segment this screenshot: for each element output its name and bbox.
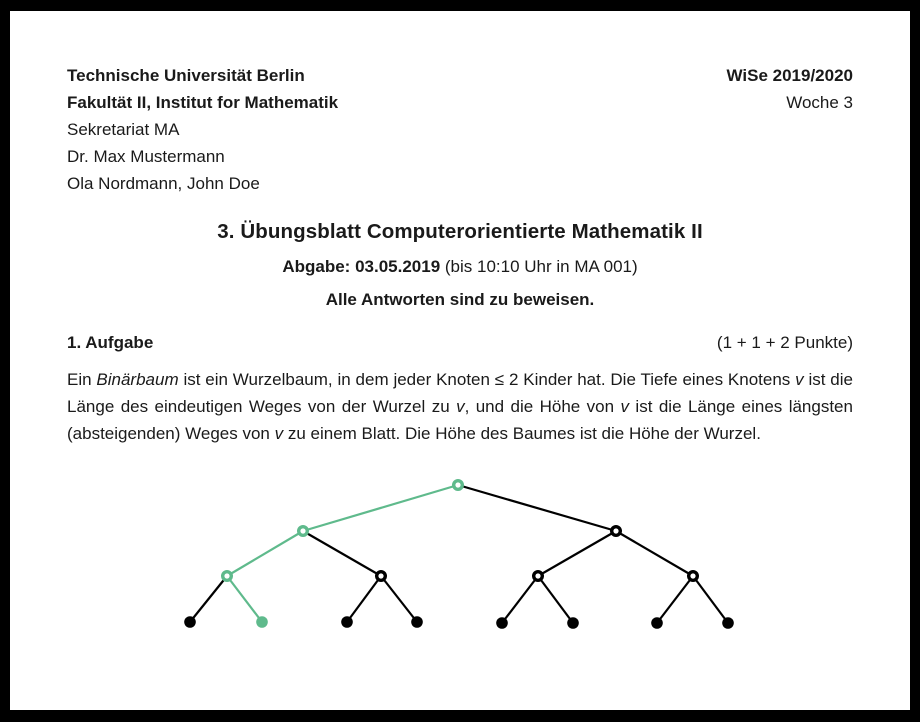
tree-node-leaf: [496, 617, 508, 629]
page-content: [10, 11, 910, 640]
tree-node-internal: [534, 572, 543, 581]
tree-node-internal: [454, 481, 463, 490]
header-line: Woche 3: [786, 93, 853, 112]
submission-date: Abgabe: 03.05.2019: [282, 257, 441, 276]
tree-edge: [538, 531, 616, 576]
header: [67, 62, 853, 197]
header-semester-block: [727, 62, 854, 116]
binary-tree-figure: [158, 475, 758, 640]
tree-node-leaf: [341, 616, 353, 628]
tree-edge: [502, 576, 538, 623]
tree-node-leaf: [722, 617, 734, 629]
exercise-heading: 1. Aufgabe: [67, 333, 154, 352]
tree-edge: [227, 531, 303, 576]
tree-edge: [381, 576, 417, 622]
tree-node-leaf: [184, 616, 196, 628]
proof-note: Alle Antworten sind zu beweisen.: [325, 290, 595, 309]
tree-node-internal: [223, 572, 232, 581]
tree-node-internal: [299, 527, 308, 536]
tree-node-leaf: [256, 616, 268, 628]
tree-edge: [458, 485, 616, 531]
exercise-paragraph: Ein Binärbaum ist ein Wurzelbaum, in dem jeder Knoten ≤ 2 Kinder hat. Die Tiefe eines Knotens v ist die Länge des eindeutigen Weges von der Wurzel zu v, und die Höhe von v ist die Länge eines längsten (absteigenden) Weges von v zu einem Blatt. Die Höhe des Baumes ist die Höhe der Wurzel.: [67, 370, 853, 443]
header-line: Sekretariat MA: [67, 120, 180, 139]
tree-node-internal: [689, 572, 698, 581]
tree-edge: [616, 531, 693, 576]
tree-edge: [347, 576, 381, 622]
tree-edge: [657, 576, 693, 623]
tree-edge: [190, 576, 227, 622]
header-line: Fakultät II, Institut for Mathematik: [67, 93, 339, 112]
tree-node-internal: [612, 527, 621, 536]
tree-edge: [693, 576, 728, 623]
tree-node-leaf: [567, 617, 579, 629]
header-line: WiSe 2019/2020: [726, 66, 853, 85]
exercise-sheet-page: [10, 11, 910, 710]
tree-node-internal: [377, 572, 386, 581]
tree-edge: [303, 531, 381, 576]
tree-node-leaf: [651, 617, 663, 629]
sheet-title: 3. Übungsblatt Computerorientierte Mathematik II: [217, 220, 703, 243]
header-line: Technische Universität Berlin: [67, 66, 305, 85]
submission-line: [67, 257, 853, 277]
tree-edge: [303, 485, 458, 531]
tree-edge: [227, 576, 262, 622]
exercise-points: (1 + 1 + 2 Punkte): [716, 333, 853, 352]
submission-details: (bis 10:10 Uhr in MA 001): [440, 257, 638, 276]
header-line: Ola Nordmann, John Doe: [67, 174, 260, 193]
binary-tree-svg: [158, 475, 758, 640]
tree-edge: [538, 576, 573, 623]
header-institution-block: [67, 62, 338, 197]
header-line: Dr. Max Mustermann: [67, 147, 225, 166]
tree-node-leaf: [411, 616, 423, 628]
exercise-heading-row: [67, 333, 853, 353]
